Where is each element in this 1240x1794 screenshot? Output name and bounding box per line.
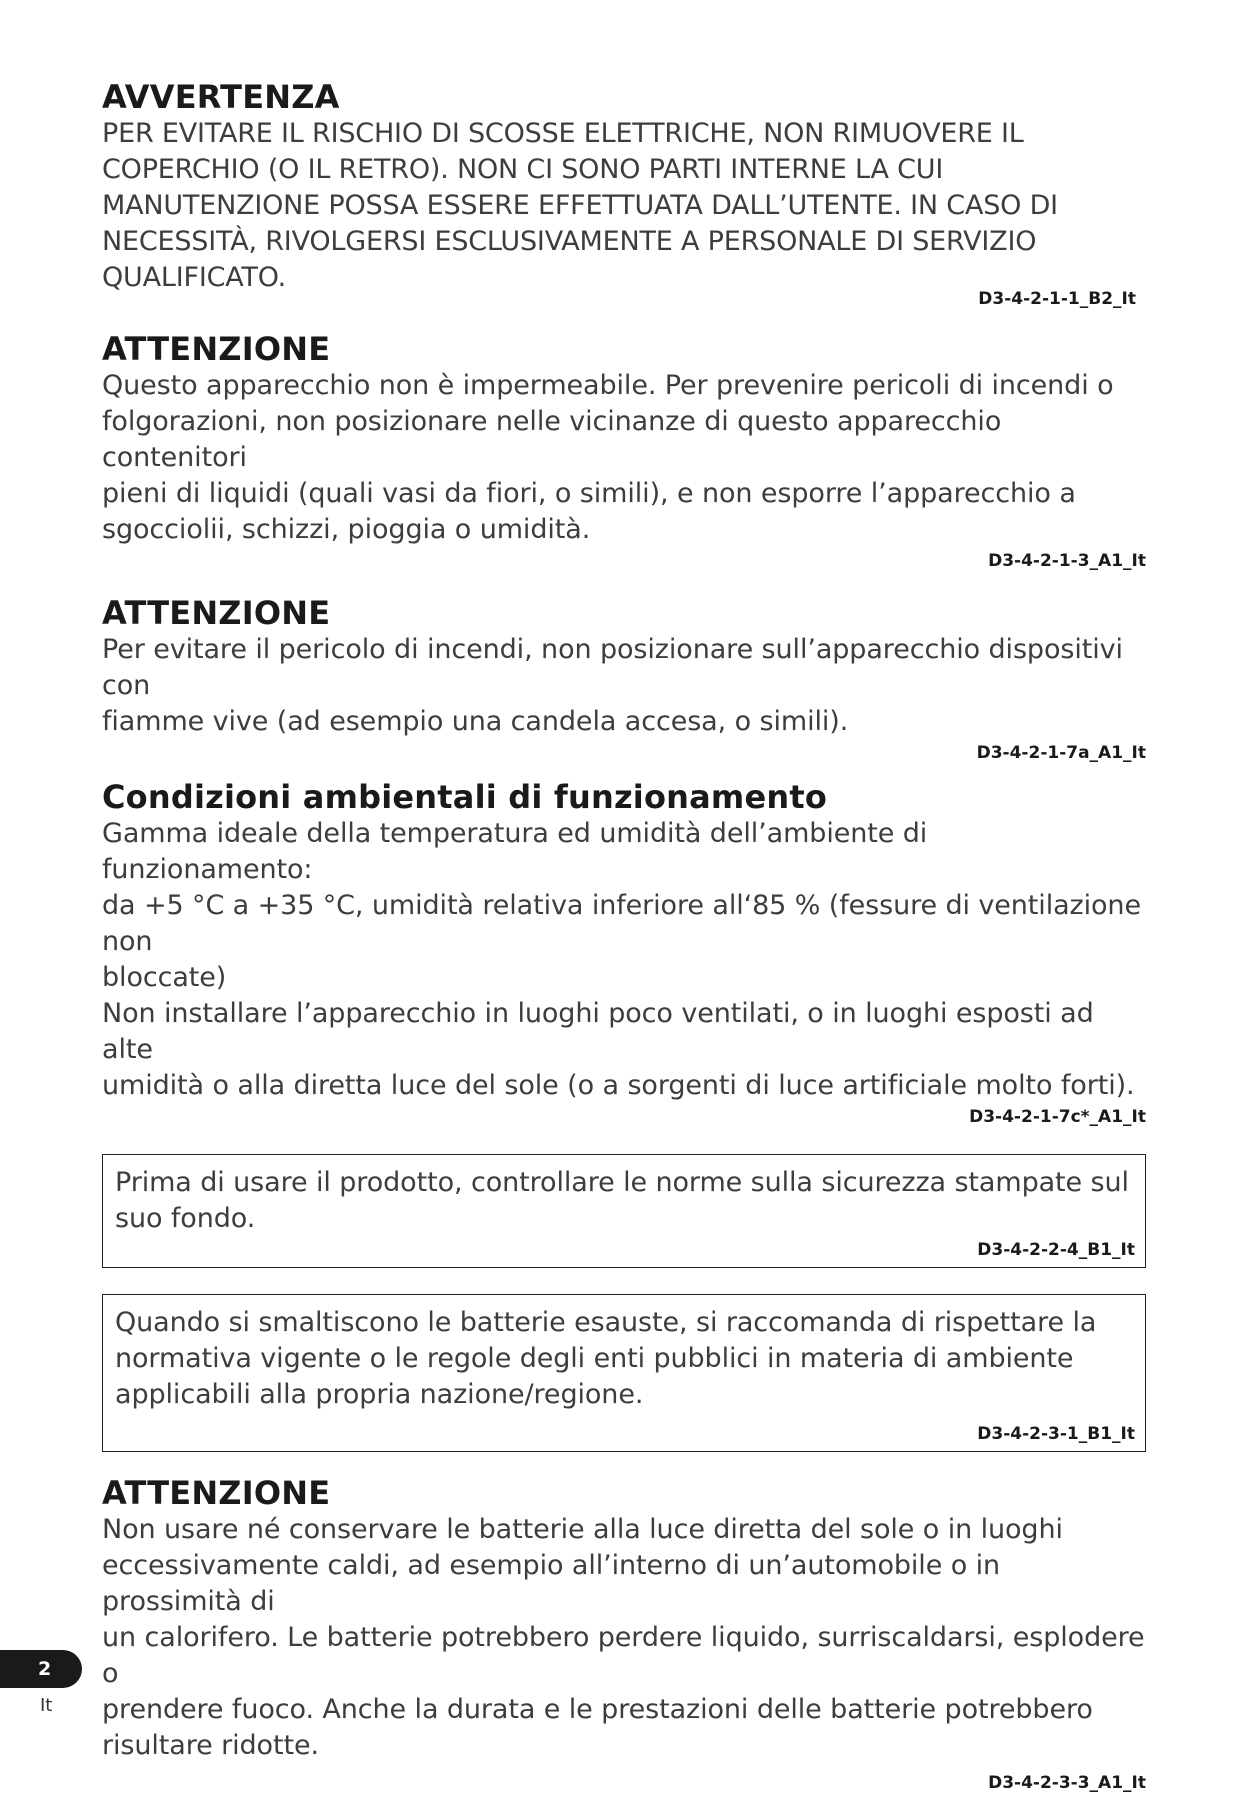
section-text-line: MANUTENZIONE POSSA ESSERE EFFETTUATA DALL’UTENTE. IN CASO DI <box>102 190 1058 221</box>
reference-code: D3-4-2-2-4_B1_It <box>977 1240 1135 1260</box>
section-text-line: Non usare né conservare le batterie alla luce diretta del sole o in luoghi <box>102 1514 1063 1545</box>
section-attenzione-fire <box>102 594 1146 764</box>
notice-text-line: Prima di usare il prodotto, controllare le norme sulla sicurezza stampate sul <box>115 1167 1129 1198</box>
reference-code: D3-4-2-1-3_A1_It <box>988 551 1146 571</box>
section-operating-conditions <box>102 778 1146 1128</box>
section-text-line: Questo apparecchio non è impermeabile. Per prevenire pericoli di incendi o <box>102 370 1114 401</box>
reference-code: D3-4-2-1-7c*_A1_It <box>969 1107 1146 1127</box>
notice-box-battery-disposal <box>102 1294 1146 1452</box>
section-text-line: prendere fuoco. Anche la durata e le prestazioni delle batterie potrebbero <box>102 1694 1093 1725</box>
section-text-line: umidità o alla diretta luce del sole (o a sorgenti di luce artificiale molto forti). <box>102 1070 1135 1101</box>
section-text-line: fiamme vive (ad esempio una candela accesa, o simili). <box>102 706 849 737</box>
notice-text-line: applicabili alla propria nazione/regione. <box>115 1379 644 1410</box>
section-text-line: Per evitare il pericolo di incendi, non posizionare sull’apparecchio dispositivi con <box>102 634 1123 701</box>
notice-text-line: Quando si smaltiscono le batterie esauste, si raccomanda di rispettare la <box>115 1307 1097 1338</box>
section-text-line: eccessivamente caldi, ad esempio all’interno di un’automobile o in prossimità di <box>102 1550 1001 1617</box>
section-heading: ATTENZIONE <box>102 594 331 632</box>
section-text-line: folgorazioni, non posizionare nelle vicinanze di questo apparecchio contenitori <box>102 406 1002 473</box>
section-text-line: pieni di liquidi (quali vasi da fiori, o simili), e non esporre l’apparecchio a <box>102 478 1076 509</box>
section-heading: ATTENZIONE <box>102 330 331 368</box>
page-number: 2 <box>0 1650 82 1688</box>
section-text-line: sgocciolii, schizzi, pioggia o umidità. <box>102 514 591 545</box>
section-text-line: risultare ridotte. <box>102 1730 319 1761</box>
section-avvertenza <box>102 78 1146 310</box>
notice-text-line: suo fondo. <box>115 1203 256 1234</box>
reference-code: D3-4-2-1-7a_A1_It <box>976 743 1146 763</box>
section-text-line: Gamma ideale della temperatura ed umidità dell’ambiente di funzionamento: <box>102 818 928 885</box>
language-label: It <box>40 1695 53 1716</box>
section-text-line: PER EVITARE IL RISCHIO DI SCOSSE ELETTRICHE, NON RIMUOVERE IL <box>102 118 1024 149</box>
section-text-line: Non installare l’apparecchio in luoghi poco ventilati, o in luoghi esposti ad alte <box>102 998 1094 1065</box>
reference-code: D3-4-2-3-1_B1_It <box>977 1424 1135 1444</box>
section-text-line: bloccate) <box>102 962 227 993</box>
reference-code: D3-4-2-3-3_A1_It <box>988 1773 1146 1793</box>
section-attenzione-liquids <box>102 330 1146 572</box>
section-text-line: un calorifero. Le batterie potrebbero perdere liquido, surriscaldarsi, esplodere o <box>102 1622 1145 1689</box>
section-heading: AVVERTENZA <box>102 78 340 116</box>
reference-code: D3-4-2-1-1_B2_It <box>978 289 1136 309</box>
section-text-line: da +5 °C a +35 °C, umidità relativa inferiore all‘85 % (fessure di ventilazione non <box>102 890 1141 957</box>
section-text-line: QUALIFICATO. <box>102 262 287 293</box>
section-text-line: NECESSITÀ, RIVOLGERSI ESCLUSIVAMENTE A PERSONALE DI SERVIZIO <box>102 226 1037 257</box>
section-text-line: COPERCHIO (O IL RETRO). NON CI SONO PARTI INTERNE LA CUI <box>102 154 944 185</box>
section-heading: ATTENZIONE <box>102 1474 331 1512</box>
page-content <box>102 78 1146 1794</box>
section-heading: Condizioni ambientali di funzionamento <box>102 778 828 816</box>
notice-box-safety-norms <box>102 1154 1146 1268</box>
notice-text-line: normativa vigente o le regole degli enti pubblici in materia di ambiente <box>115 1343 1074 1374</box>
section-attenzione-batteries <box>102 1474 1146 1794</box>
